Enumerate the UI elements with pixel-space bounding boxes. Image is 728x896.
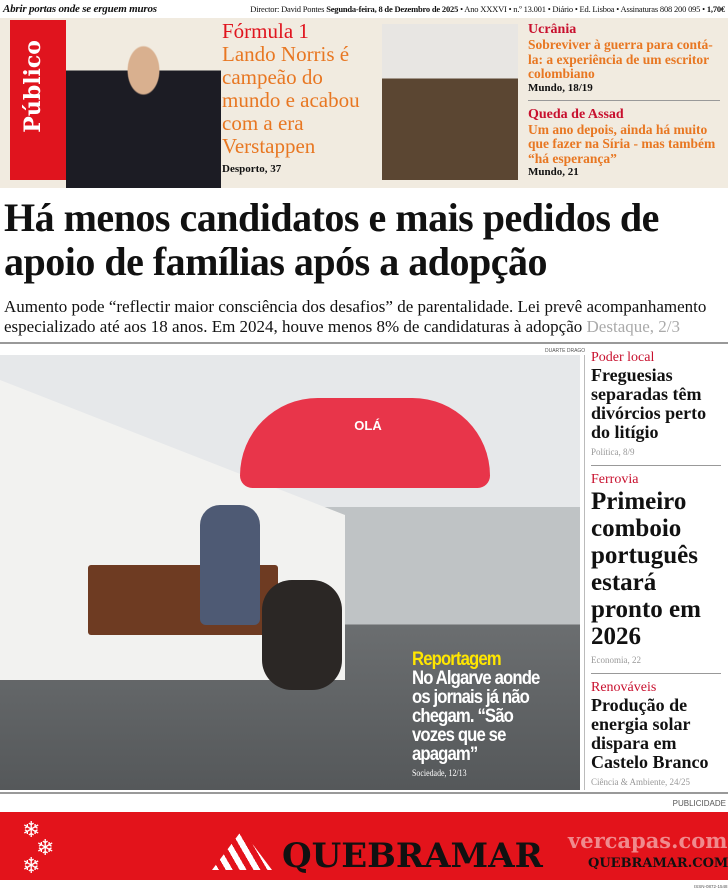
lead-deck (4, 297, 724, 337)
umbrella-brand: OLÁ (354, 418, 382, 433)
section-label: Ferrovia (591, 472, 639, 487)
snowflake-icons: ❄ ❄ ❄ (22, 818, 55, 879)
report-headline: No Algarve aonde os jornais já não chegam. “São vozes que se apagam” (412, 668, 540, 765)
slogan: Abrir portas onde se erguem muros (3, 3, 157, 15)
seated-man (200, 505, 260, 625)
teaser-headline: Produção de energia solar dispara em Castelo Branco (591, 695, 709, 772)
side-teasers (528, 22, 720, 178)
teaser-headline: Primeiro comboio português estará pronto em 2026 (591, 488, 701, 650)
teaser-headline: Freguesias separadas têm divórcios perto do litígio (591, 365, 707, 442)
report-kicker: Reportagem (412, 649, 501, 670)
issn: ISSN-0872-1548 (694, 884, 728, 889)
date: Segunda-feira, 8 de Dezembro de 2025 (326, 4, 459, 14)
teaser-ukraine[interactable] (528, 22, 720, 94)
section-label: Queda de Assad (528, 106, 624, 122)
f1-teaser[interactable] (222, 20, 377, 181)
norris-photo (66, 20, 221, 188)
f1-headline: Lando Norris é campeão do mundo e acabou com a era Verstappen (222, 42, 360, 158)
teaser-headline: Um ano depois, ainda há muito que fazer na Síria - mas também “há esperança” (528, 121, 716, 166)
deck-text: Aumento pode “reflectir maior consciência dos desafios” de parentalidade. Lei prevê acompanhamento especializado até aos 18 anos. Em 2024, houve menos 8% de candidaturas à adopção (4, 297, 707, 336)
deck-ref: Destaque, 2/3 (586, 317, 681, 336)
price: 1,70€ (706, 4, 725, 14)
section-label: Renováveis (591, 680, 657, 695)
section-label: Ucrânia (528, 22, 577, 37)
f1-title: Fórmula 1 (222, 19, 309, 43)
teaser-poder-local[interactable] (591, 350, 721, 457)
divider (591, 673, 721, 674)
umbrella (240, 398, 490, 488)
report-teaser[interactable] (412, 650, 557, 783)
ad-label: PUBLICIDADE (672, 799, 726, 808)
teaser-ref: Mundo, 18/19 (528, 81, 593, 94)
divider (0, 792, 728, 794)
teaser-assad[interactable] (528, 107, 720, 179)
director: Director: David Pontes (250, 4, 325, 14)
section-label: Poder local (591, 350, 655, 365)
f1-ref: Desporto, 37 (222, 163, 282, 175)
writer-photo (382, 24, 518, 180)
teaser-ref: Política, 8/9 (591, 447, 635, 457)
teaser-ref: Ciência & Ambiente, 24/25 (591, 777, 690, 787)
column-divider (584, 355, 585, 790)
photo-credit: DUARTE DRAGO (545, 348, 586, 354)
divider (528, 100, 720, 101)
logo-wordmark: Público (20, 40, 46, 133)
teaser-ref: Mundo, 21 (528, 166, 579, 178)
teaser-ref: Economia, 22 (591, 655, 641, 665)
issue-info (250, 4, 725, 14)
right-column (591, 350, 721, 787)
issue-details: • Ano XXXVI • n.º 13.001 • Diário • Ed. Lisboa • Assinaturas 808 200 095 • (460, 4, 705, 14)
ad-url[interactable]: QUEBRAMAR.COM (588, 856, 728, 871)
report-ref: Sociedade, 12/13 (412, 768, 467, 778)
divider (591, 465, 721, 466)
divider (0, 342, 728, 344)
teaser-renovaveis[interactable] (591, 680, 721, 787)
dog (262, 580, 342, 690)
masthead-bar (0, 0, 728, 18)
teaser-ferrovia[interactable] (591, 472, 721, 665)
watermark: vercapas.com (568, 828, 728, 853)
teaser-headline: Sobreviver à guerra para contá-la: a experiência de um escritor colombiano (528, 37, 713, 81)
ad-brand: QUEBRAMAR (282, 836, 543, 876)
lead-headline[interactable]: Há menos candidatos e mais pedidos de apoio de famílias após a adopção (4, 195, 659, 284)
